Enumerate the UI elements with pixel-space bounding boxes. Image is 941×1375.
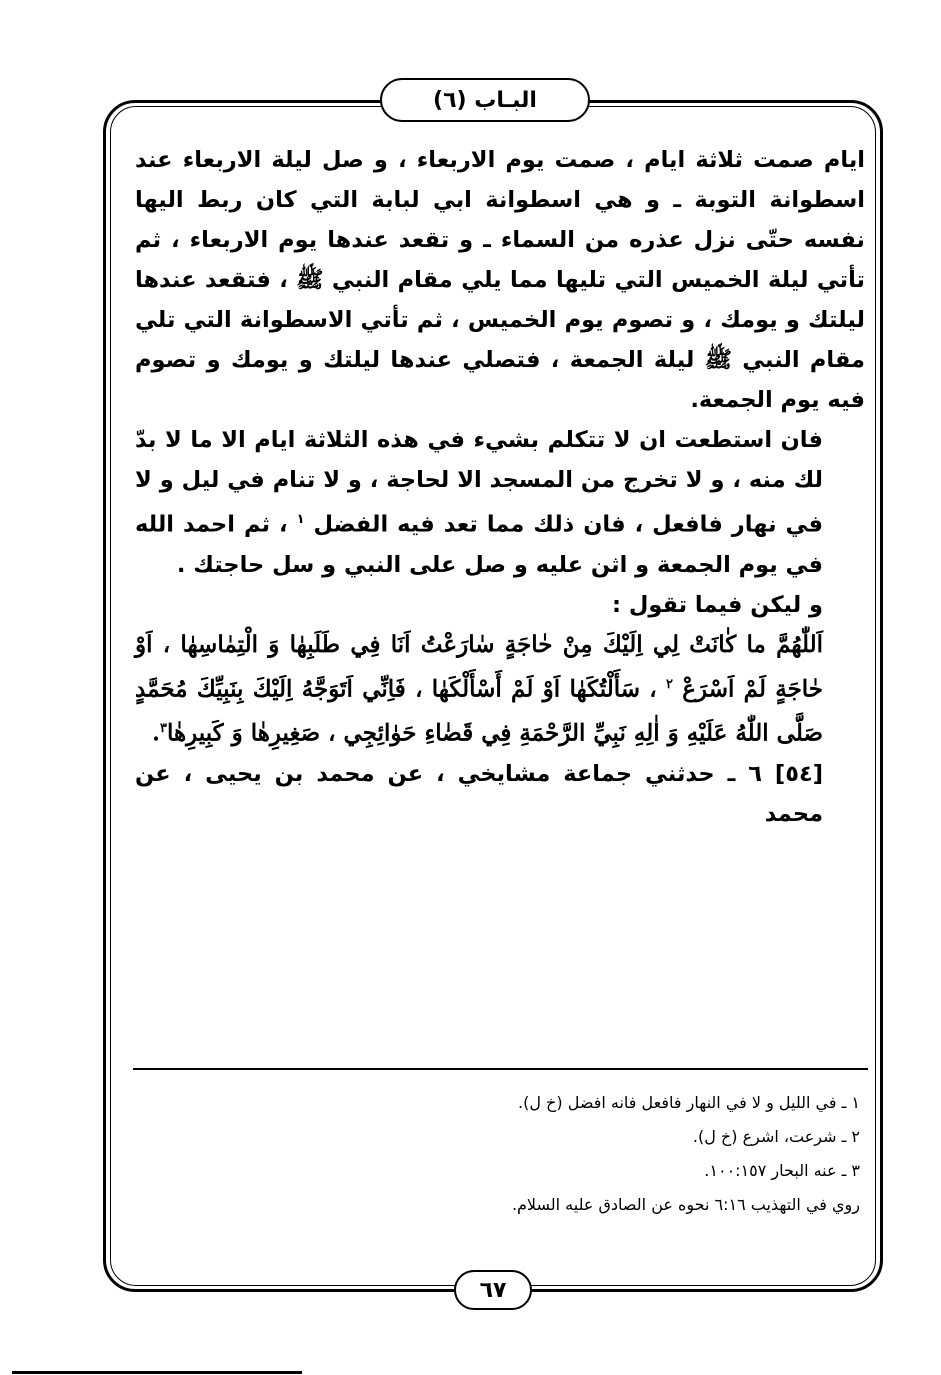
scan-artifact-line (12, 1371, 302, 1374)
footnotes (380, 1086, 860, 1222)
footnote-3: ٣ ـ عنه البحار ١٠٠:١٥٧. (704, 1161, 860, 1180)
paragraph-1: ايام صمت ثلاثة ايام ، صمت يوم الاربعاء ، و صل ليلة الاربعاء عند اسطوانة التوبة ـ و هي اسطوانة ابي لبابة التي كان ربط اليها نفسه حتّى نزل عذره من السماء ـ و تقعد عندها يوم الاربعاء ، ثم تأتي ليلة الخميس التي تليها مما يلي مقام النبي ﷺ ، فتقعد عندها ليلتك و يومك ، و تصوم يوم الخميس ، ثم تأتي الاسطوانة التي تلي مقام النبي ﷺ ليلة الجمعة ، فتصلي عندها ليلتك و يومك و تصوم فيه يوم الجمعة. (135, 147, 865, 413)
main-text (135, 140, 865, 834)
chapter-header (380, 78, 590, 122)
paragraph-2 (135, 420, 865, 585)
footnote-ref-1[interactable]: ١ (296, 512, 305, 527)
hadith-start: [٥٤] ٦ ـ حدثني جماعة مشايخي ، عن محمد بن يحيى ، عن محمد (135, 760, 823, 827)
prayer-part-1: اَللّٰهُمَّ ما كٰانَتْ لِي اِلَيْكَ مِنْ حٰاجَةٍ سٰارَعْتُ اَنَا فِي طَلَبِهٰا وَ الْتِمٰاسِهٰا ، اَوْ حٰاجَةٍ لَمْ اَسْرَعْ (135, 630, 824, 703)
prayer-text (135, 625, 865, 754)
prayer-end: . (151, 719, 160, 747)
footnote-1: ١ ـ في الليل و لا في النهار فافعل فانه افضل (خ ل). (518, 1093, 860, 1112)
footnote-ref-3[interactable]: ٣ (159, 721, 167, 737)
footnote-4: روي في التهذيب ٦:١٦ نحوه عن الصادق عليه السلام. (511, 1195, 860, 1214)
footnote-ref-2[interactable]: ٢ (666, 676, 673, 692)
paragraph-2-text: فان استطعت ان لا تتكلم بشيء في هذه الثلاثة ايام الا ما لا بدّ لك منه ، و لا تخرج من المسجد الا لحاجة ، و لا تنام في ليل و لا في نهار فافعل ، فان ذلك مما تعد فيه الفضل (135, 427, 823, 538)
footnote-2: ٢ ـ شرعت، اشرع (خ ل). (692, 1127, 860, 1146)
page-number-badge (454, 1270, 532, 1310)
page-number: ٦٧ (479, 1277, 507, 1303)
paragraph-2-text-end: ، ثم احمد الله في يوم الجمعة و اثن عليه و صل على النبي و سل حاجتك . (135, 511, 823, 578)
chapter-title: البـاب (٦) (433, 87, 537, 113)
footnote-separator (133, 1068, 868, 1070)
paragraph-3: و ليكن فيما تقول : (611, 591, 823, 618)
prayer-part-2: ، سَأَلْتُكَهٰا اَوْ لَمْ أَسْأَلْكَهٰا ، فَاِنِّي اَتَوَجَّهُ اِلَيْكَ بِنَبِيِّكَ مُحَمَّدٍ صَلَّى اللّٰهُ عَلَيْهِ وَ اٰلِهِ نَبِيِّ الرَّحْمَةِ فِي قَضٰاءِ حَوٰائِجِي ، صَغِيرِهٰا وَ كَبِيرِهٰا (135, 675, 823, 747)
